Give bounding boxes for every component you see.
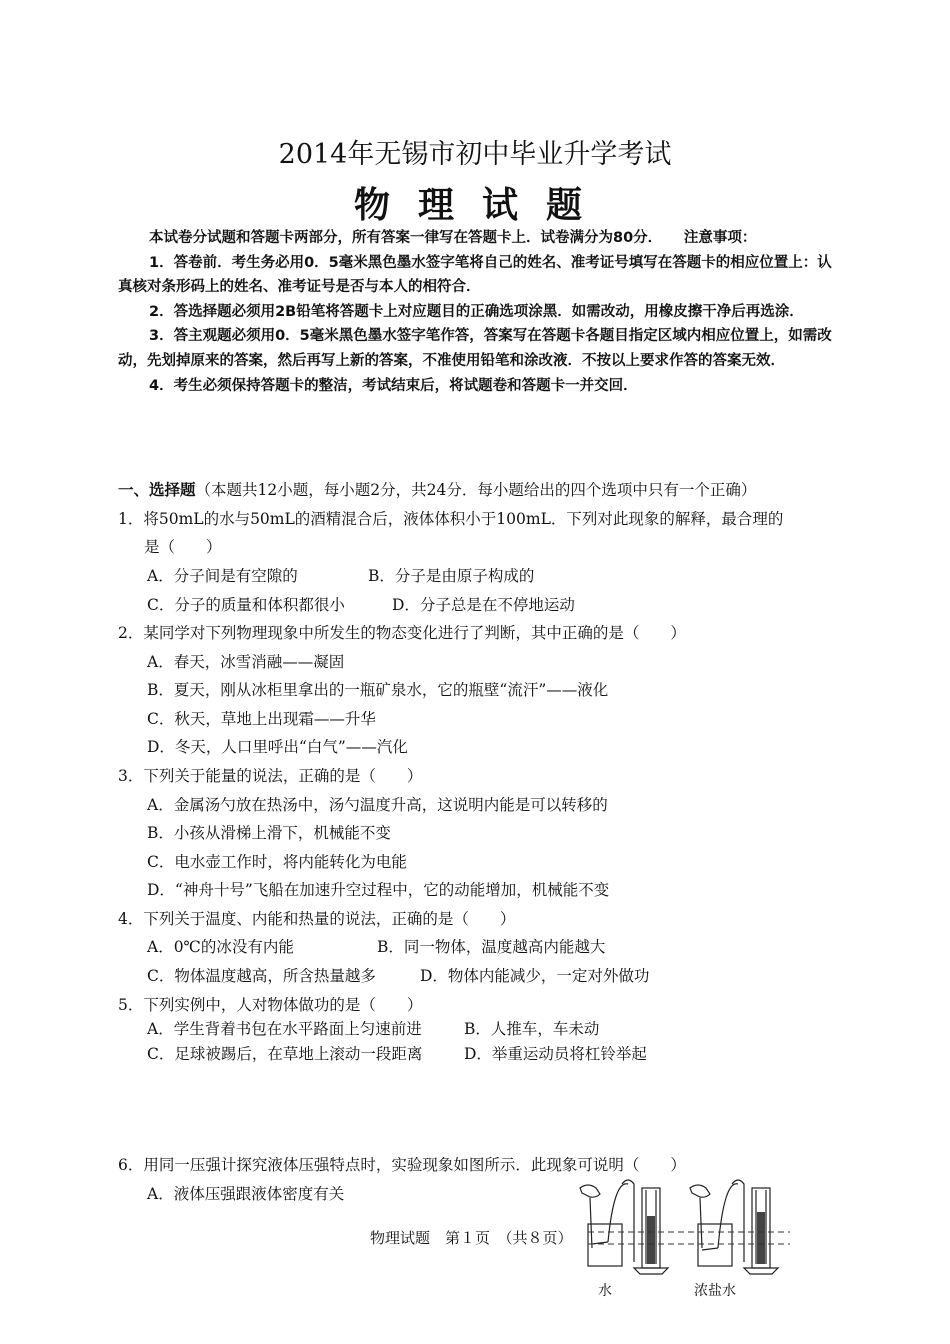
notice-item: 4．考生必须保持答题卡的整洁，考试结束后，将试题卷和答题卡一并交回． bbox=[149, 377, 638, 394]
question-6-option-a: A．液体压强跟液体密度有关 bbox=[147, 1185, 345, 1203]
question-2-option-b: B．夏天，刚从冰柜里拿出的一瓶矿泉水，它的瓶壁“流汗”——液化 bbox=[147, 681, 609, 699]
question-3-stem: 3．下列关于能量的说法，正确的是（ ） bbox=[118, 767, 423, 785]
question-1-option-a: A．分子间是有空隙的 bbox=[147, 567, 298, 585]
exam-subject: 物理试题 bbox=[353, 184, 610, 226]
question-4-option-c: C．物体温度越高，所含热量越多 bbox=[147, 967, 376, 985]
question-3-option-b: B．小孩从滑梯上滑下，机械能不变 bbox=[147, 824, 391, 842]
question-3-option-d: D．“神舟十号”飞船在加速升空过程中，它的动能增加，机械能不变 bbox=[147, 881, 610, 899]
question-5-option-b: B．人推车，车未动 bbox=[464, 1020, 600, 1038]
pressure-gauge-diagram bbox=[560, 1176, 800, 1306]
section-title: 一、选择题 bbox=[118, 481, 196, 499]
question-2-option-a: A．春天，冰雪消融——凝固 bbox=[147, 653, 345, 671]
section-description: （本题共12小题，每小题2分，共24分．每小题给出的四个选项中只有一个正确） bbox=[195, 481, 757, 499]
exam-notice bbox=[118, 226, 843, 398]
notice-item: 1．答卷前．考生务必用0．5毫米黑色墨水签字笔将自己的姓名、准考证号填写在答题卡的相应位置上：认真核对条形码上的姓名、准考证号是否与本人的相符合． bbox=[118, 254, 832, 296]
question-5-option-c: C．足球被踢后，在草地上滚动一段距离 bbox=[147, 1045, 423, 1063]
question-2-option-d: D．冬天，人口里呼出“白气”——汽化 bbox=[147, 738, 408, 756]
question-4-option-d: D．物体内能减少，一定对外做功 bbox=[420, 967, 650, 985]
question-1-option-b: B．分子是由原子构成的 bbox=[368, 567, 535, 585]
figure-label-brine: 浓盐水 bbox=[694, 1283, 736, 1299]
page-footer: 物理试题 第１页 （共８页） bbox=[370, 1229, 573, 1247]
question-3-option-a: A．金属汤勺放在热汤中，汤勺温度升高，这说明内能是可以转移的 bbox=[147, 796, 608, 814]
question-1-stem: 1．将50mL的水与50mL的酒精混合后，液体体积小于100mL．下列对此现象的解释，最合理的 bbox=[118, 510, 784, 528]
question-5-option-d: D．举重运动员将杠铃举起 bbox=[464, 1045, 647, 1063]
pressure-gauge-figure bbox=[560, 1176, 800, 1306]
notice-item: 2．答选择题必须用2B铅笔将答题卡上对应题目的正确选项涂黑．如需改动，用橡皮擦干净后再选涂． bbox=[149, 303, 804, 320]
notice-item: 3．答主观题必须用0．5毫米黑色墨水签字笔作答，答案写在答题卡各题目指定区域内相应位置上，如需改动，先划掉原来的答案，然后再写上新的答案，不准使用铅笔和涂改液．不按以上要求作答的答案无效． bbox=[118, 328, 832, 369]
question-2-option-c: C．秋天，草地上出现霜——升华 bbox=[147, 710, 376, 728]
question-5-stem: 5．下列实例中，人对物体做功的是（ ） bbox=[118, 996, 423, 1014]
figure-label-water: 水 bbox=[598, 1283, 612, 1299]
question-5-option-a: A．学生背着书包在水平路面上匀速前进 bbox=[147, 1020, 422, 1038]
question-6-stem: 6．用同一压强计探究液体压强特点时，实验现象如图所示．此现象可说明（ ） bbox=[118, 1156, 686, 1174]
question-1-option-c: C．分子的质量和体积都很小 bbox=[147, 596, 345, 614]
question-2-stem: 2．某同学对下列物理现象中所发生的物态变化进行了判断，其中正确的是（ ） bbox=[118, 624, 686, 642]
question-1-stem-cont: 是（ ） bbox=[144, 538, 222, 556]
question-1-option-d: D．分子总是在不停地运动 bbox=[392, 596, 575, 614]
question-4-stem: 4．下列关于温度、内能和热量的说法，正确的是（ ） bbox=[118, 910, 516, 928]
question-4-option-a: A．0℃的冰没有内能 bbox=[147, 938, 294, 956]
section-heading bbox=[118, 478, 756, 500]
exam-title: 2014年无锡市初中毕业升学考试 bbox=[278, 139, 672, 170]
question-4-option-b: B．同一物体，温度越高内能越大 bbox=[377, 938, 606, 956]
question-3-option-c: C．电水壶工作时，将内能转化为电能 bbox=[147, 853, 407, 871]
notice-intro: 本试卷分试题和答题卡两部分，所有答案一律写在答题卡上．试卷满分为80分． 注意事项： bbox=[149, 230, 757, 246]
